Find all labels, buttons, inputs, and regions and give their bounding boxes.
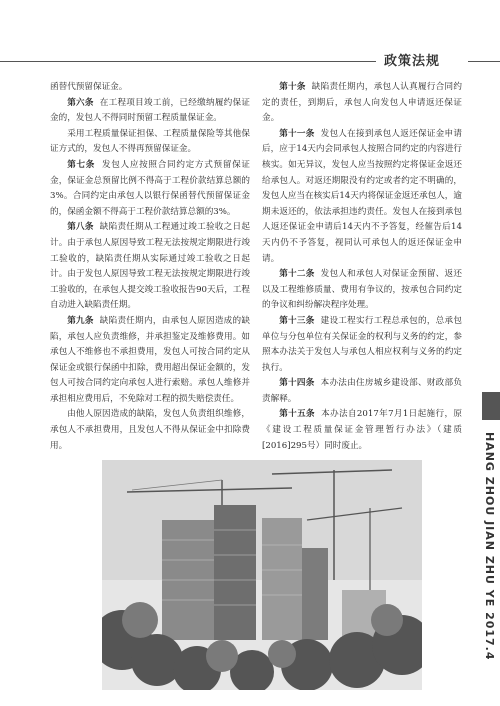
paragraph: 第九条 缺陷责任期内，由承包人原因造成的缺陷，承包人应负责维修，并承担鉴定及维修费用。如承包人不维修也不承担费用，发包人可按合同约定从保证金或银行保函中扣除，费用超出保证金额的，发包人可按合同约定向承包人进行索赔。承包人维修并承担相应费用后，不免除对工程的损失赔偿责任。 xyxy=(50,315,250,404)
article-number: 第九条 xyxy=(67,315,94,326)
right-column xyxy=(262,80,462,454)
article-number: 第十二条 xyxy=(279,269,315,280)
paragraph: 函替代预留保证金。 xyxy=(50,82,128,92)
paragraph: 第十一条 发包人在接到承包人返还保证金申请后，应于14天内会同承包人按照合同约定的内容进行核实。如无异议，发包人应当按照约定将保证金返还给承包人。对返还期限没有约定或者约定不明确的，发包人应当在核实后14天内将保证金返还承包人，逾期未返还的，依法承担违约责任。发包人在接到承包人返还保证金申请后14天内不予答复，经催告后14天内仍不予答复，视同认可承包人的返还保证金申请。 xyxy=(262,128,462,264)
article-number: 第十一条 xyxy=(279,128,315,139)
section-title: 政策法规 xyxy=(384,54,441,69)
header-rule-right xyxy=(468,61,500,62)
article-number: 第十三条 xyxy=(279,315,315,326)
page-tab-marker xyxy=(482,392,500,420)
article-number: 第七条 xyxy=(67,159,96,170)
article-number: 第十条 xyxy=(279,82,306,92)
paragraph: 第十四条 本办法由住房城乡建设部、财政部负责解释。 xyxy=(262,378,462,404)
paragraph: 第十三条 建设工程实行工程总承包的，总承包单位与分包单位有关保证金的权利与义务的约定，参照本办法关于发包人与承包人相应权利与义务的约定执行。 xyxy=(262,315,462,373)
paragraph: 第十条 缺陷责任期内，承包人认真履行合同约定的责任，到期后，承包人向发包人申请返还保证金。 xyxy=(262,82,462,124)
paragraph: 采用工程质量保证担保、工程质量保险等其他保证方式的，发包人不得再预留保证金。 xyxy=(50,128,250,155)
article-number: 第八条 xyxy=(67,222,94,233)
article-number: 第六条 xyxy=(67,97,94,108)
paragraph: 第六条 在工程项目竣工前，已经缴纳履约保证金的，发包人不得同时预留工程质量保证金。 xyxy=(50,97,250,124)
article-number: 第十四条 xyxy=(279,378,315,389)
paragraph: 第十五条 本办法自2017年7月1日起施行，原《建设工程质量保证金管理暂行办法》（建质[2016]295号）同时废止。 xyxy=(262,409,462,451)
paragraph: 第八条 缺陷责任期从工程通过竣工验收之日起计。由于承包人原因导致工程无法按规定期限进行竣工验收的，缺陷责任期从实际通过竣工验收之日起计。由于发包人原因导致工程无法按规定期限进行竣工验收的，在承包人提交竣工验收报告90天后，工程自动进入缺陷责任期。 xyxy=(50,222,250,311)
construction-illustration xyxy=(102,460,422,690)
paragraph: 第十二条 发包人和承包人对保证金预留、返还以及工程维修质量、费用有争议的，按承包合同约定的争议和纠纷解决程序处理。 xyxy=(262,269,462,311)
article-number: 第十五条 xyxy=(279,409,315,420)
header-rule xyxy=(0,61,376,62)
left-column xyxy=(50,80,250,454)
magazine-side-label: HANG ZHOU JIAN ZHU YE 2017.4 xyxy=(483,432,496,661)
paragraph: 由他人原因造成的缺陷，发包人负责组织维修，承包人不承担费用，且发包人不得从保证金中扣除费用。 xyxy=(50,409,250,451)
paragraph: 第七条 发包人应按照合同约定方式预留保证金，保证金总预留比例不得高于工程价款结算总额的3%。合同约定由承包人以银行保函替代预留保证金的，保函金额不得高于工程价款结算总额的3%。 xyxy=(50,159,250,217)
